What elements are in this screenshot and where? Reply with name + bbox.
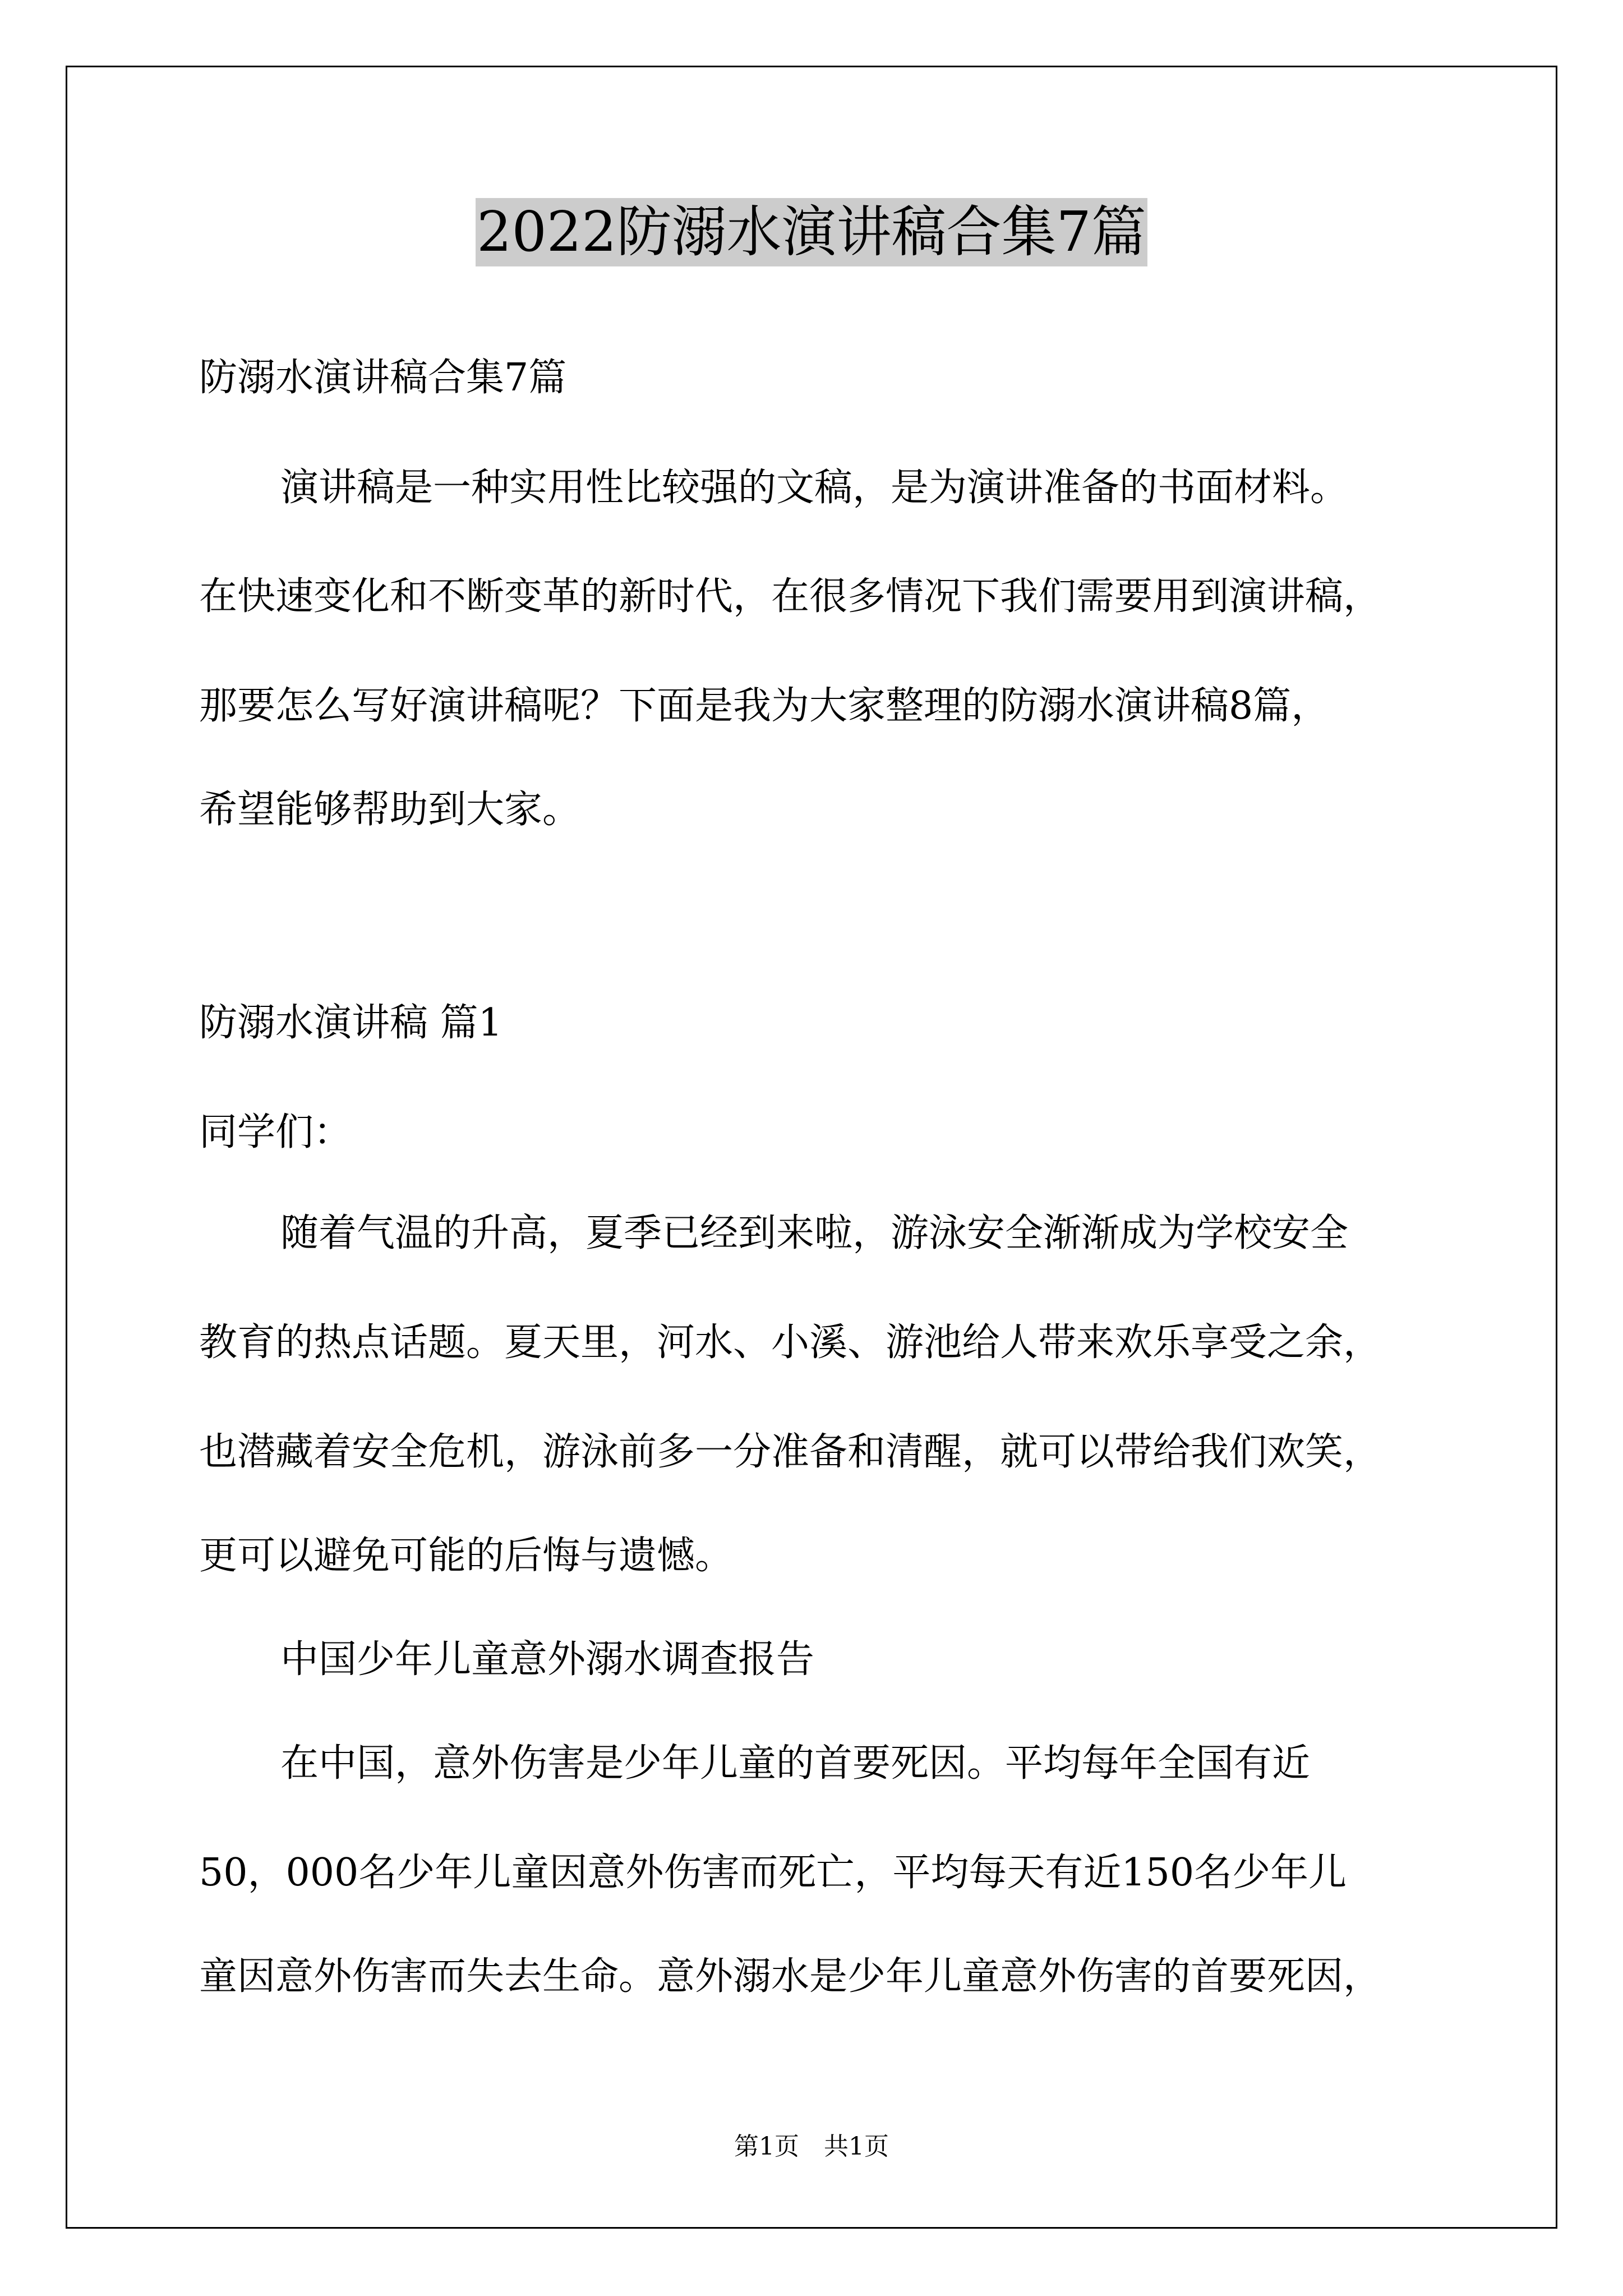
page-number-footer: 第1页 共1页 bbox=[734, 2132, 889, 2161]
para1-line-2: 教育的热点话题。夏天里，河水、小溪、游池给人带来欢乐享受之余， bbox=[199, 1320, 1382, 1365]
document-title: 2022防溺水演讲稿合集7篇 bbox=[0, 205, 1623, 260]
para2-line-3: 童因意外伤害而失去生命。意外溺水是少年儿童意外伤害的首要死因， bbox=[199, 1954, 1382, 1999]
para1-line-1: 随着气温的升高，夏季已经到来啦，游泳安全渐渐成为学校安全 bbox=[280, 1211, 1349, 1255]
intro-line-1: 演讲稿是一种实用性比较强的文稿，是为演讲准备的书面材料。 bbox=[280, 466, 1349, 510]
report-title: 中国少年儿童意外溺水调查报告 bbox=[280, 1637, 815, 1682]
greeting: 同学们： bbox=[199, 1110, 352, 1154]
document-subtitle: 防溺水演讲稿合集7篇 bbox=[199, 356, 567, 400]
intro-line-2: 在快速变化和不断变革的新时代，在很多情况下我们需要用到演讲稿， bbox=[199, 574, 1382, 619]
para2-line-2: 50，000名少年儿童因意外伤害而死亡，平均每天有近150名少年儿 bbox=[199, 1851, 1347, 1895]
para2-line-1: 在中国，意外伤害是少年儿童的首要死因。平均每年全国有近 bbox=[280, 1741, 1311, 1786]
para1-line-3: 也潜藏着安全危机，游泳前多一分准备和清醒，就可以带给我们欢笑， bbox=[199, 1430, 1382, 1474]
section-heading: 防溺水演讲稿 篇1 bbox=[199, 1001, 502, 1045]
para1-line-4: 更可以避免可能的后悔与遗憾。 bbox=[199, 1534, 734, 1578]
intro-line-4: 希望能够帮助到大家。 bbox=[199, 788, 581, 832]
intro-line-3: 那要怎么写好演讲稿呢？下面是我为大家整理的防溺水演讲稿8篇， bbox=[199, 684, 1330, 728]
